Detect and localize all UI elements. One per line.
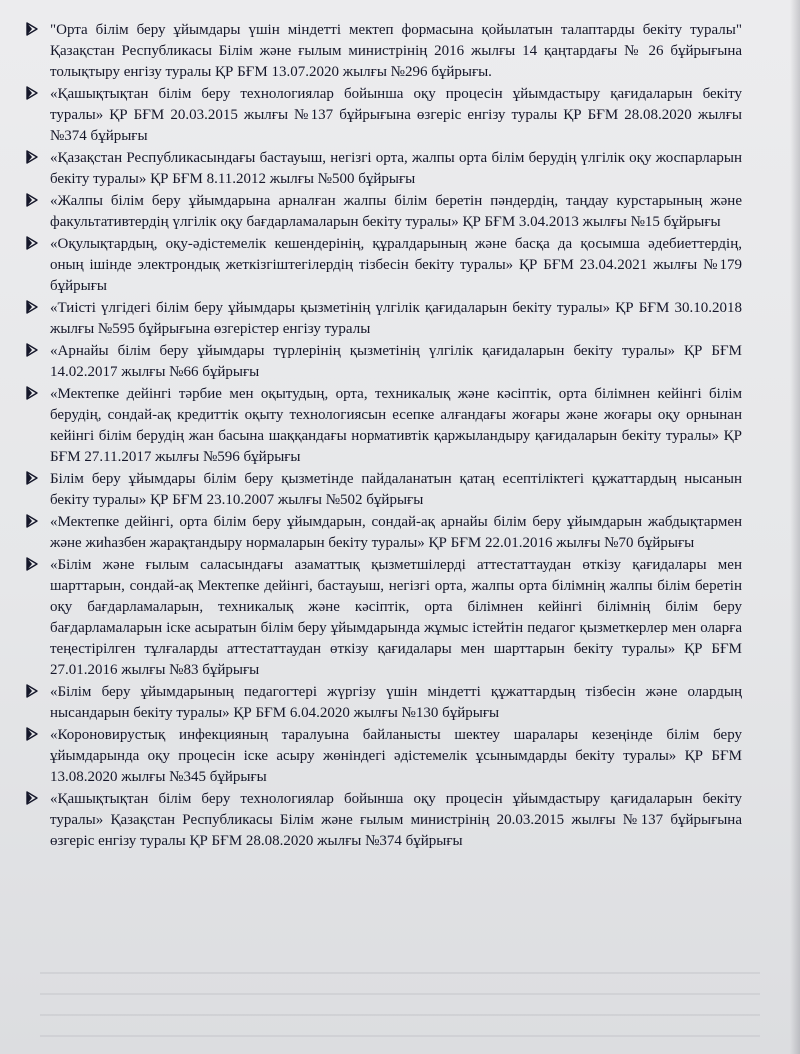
list-item-13 [22,725,742,788]
bleed-through-text [40,960,760,1050]
list-item-8 [22,384,742,468]
list-item-4 [22,191,742,233]
list-item-2 [22,84,742,147]
arrow-bullet-icon [26,86,38,100]
arrow-bullet-icon [26,514,38,528]
list-item-text: «Мектепке дейінгі, орта білім беру ұйымдарын, сондай-ақ арнайы білім беру ұйымдарын жабдықтармен және жиһазбен жарақтандыру нормаларын бекіту туралы» ҚР БҒМ 22.01.2016 жылғы №70 бұйрығы [50,514,742,551]
list-item-9 [22,469,742,511]
list-item-text: «Жалпы білім беру ұйымдарына арналған жалпы білім беретін пәндердің, таңдау курстарының және факультативтердің үлгілік оқу бағдарламаларын бекіту туралы» ҚР БҒМ 3.04.2013 жылғы №15 бұйрығы [50,193,742,230]
list-item-12 [22,682,742,724]
arrow-bullet-icon [26,343,38,357]
arrow-bullet-icon [26,300,38,314]
page-edge-shadow [790,0,800,1054]
list-item-3 [22,148,742,190]
list-item-text: «Білім және ғылым саласындағы азаматтық қызметшілерді аттестаттаудан өткізу қағидалары мен шарттарын, сондай-ақ Мектепке дейінгі, бастауыш, негізгі орта, жалпы орта білімнің жалпы білім беретін оқу бағдарламаларын, техникалық және кәсіптік, орта білімнен кейінгі білімнің білім беру бағдарламаларын іске асыратын білім беру ұйымдарында жұмыс істейтін педагог қызметкерлер мен оларға теңестірілген тұлғаларды аттестаттаудан өткізу қағидалары мен шарттарын бекіту туралы» ҚР БҒМ 27.01.2016 жылғы №83 бұйрығы [50,557,742,678]
list-item-10 [22,512,742,554]
arrow-bullet-icon [26,236,38,250]
list-item-text: «Арнайы білім беру ұйымдары түрлерінің қызметінің үлгілік қағидаларын бекіту туралы» ҚР БҒМ 14.02.2017 жылғы №66 бұйрығы [50,343,742,380]
list-item-6 [22,298,742,340]
arrow-bullet-icon [26,684,38,698]
list-item-text: «Оқулықтардың, оқу-әдістемелік кешендерінің, құралдарының және басқа да қосымша әдебиеттердің, оның ішінде электрондық жеткізгіштегілердің тізбесін бекіту туралы» ҚР БҒМ 23.04.2021 жылғы №179 бұйрығы [50,236,742,294]
list-item-text: «Қашықтықтан білім беру технологиялар бойынша оқу процесін ұйымдастыру қағидаларын бекіту туралы» ҚР БҒМ 20.03.2015 жылғы №137 бұйрығына өзгеріс енгізу туралы ҚР БҒМ 28.08.2020 жылғы №374 бұйрығы [50,86,742,144]
list-item-11 [22,555,742,681]
list-item-text: «Қашықтықтан білім беру технологиялар бойынша оқу процесін ұйымдастыру қағидаларын бекіту туралы» Қазақстан Республикасы Білім және ғылым министрінің 20.03.2015 жылғы №137 бұйрығына өзгеріс енгізу туралы ҚР БҒМ 28.08.2020 жылғы №374 бұйрығы [50,791,742,849]
list-item-text: «Тиісті үлгідегі білім беру ұйымдары қызметінің үлгілік қағидаларын бекіту туралы» ҚР БҒМ 30.10.2018 жылғы №595 бұйрығына өзгерістер енгізу туралы [50,300,742,337]
list-item-text: Білім беру ұйымдары білім беру қызметінде пайдаланатын қатаң есептіліктегі құжаттардың нысанын бекіту туралы» ҚР БҒМ 23.10.2007 жылғы №502 бұйрығы [50,471,742,508]
regulations-list [22,20,742,853]
list-item-text: «Короновирустық инфекцияның таралуына байланысты шектеу шаралары кезеңінде білім беру ұйымдарында оқу процесін іске асыру жөніндегі әдістемелік ұсынымдарды бекіту туралы» ҚР БҒМ 13.08.2020 жылғы №345 бұйрығы [50,727,742,785]
arrow-bullet-icon [26,727,38,741]
arrow-bullet-icon [26,22,38,36]
list-item-text: «Білім беру ұйымдарының педагогтері жүргізу үшін міндетті құжаттардың тізбесін және олардың нысандарын бекіту туралы» ҚР БҒМ 6.04.2020 жылғы №130 бұйрығы [50,684,742,721]
arrow-bullet-icon [26,557,38,571]
arrow-bullet-icon [26,791,38,805]
arrow-bullet-icon [26,193,38,207]
arrow-bullet-icon [26,471,38,485]
list-item-text: «Мектепке дейінгі тәрбие мен оқытудың, орта, техникалық және кәсіптік, орта білімнен кейінгі білім берудің, сондай-ақ кредиттік оқыту технологиясын есепке алғандағы жоғары және жоғары оқу орнынан кейінгі білім берудің жан басына шаққандағы нормативтік қаржыландыру қағидаларын бекіту туралы» ҚР БҒМ 27.11.2017 жылғы №596 бұйрығы [50,386,742,465]
list-item-14 [22,789,742,852]
list-item-text: «Қазақстан Республикасындағы бастауыш, негізгі орта, жалпы орта білім берудің үлгілік оқу жоспарларын бекіту туралы» ҚР БҒМ 8.11.2012 жылғы №500 бұйрығы [50,150,742,187]
list-item-text: "Орта білім беру ұйымдары үшін міндетті мектеп формасына қойылатын талаптарды бекіту туралы" Қазақстан Республикасы Білім және ғылым министрінің 2016 жылғы 14 қаңтардағы № 26 бұйрығына толықтыру енгізу туралы ҚР БҒМ 13.07.2020 жылғы №296 бұйрығы. [50,22,742,80]
list-item-5 [22,234,742,297]
list-item-1 [22,20,742,83]
list-item-7 [22,341,742,383]
arrow-bullet-icon [26,386,38,400]
arrow-bullet-icon [26,150,38,164]
